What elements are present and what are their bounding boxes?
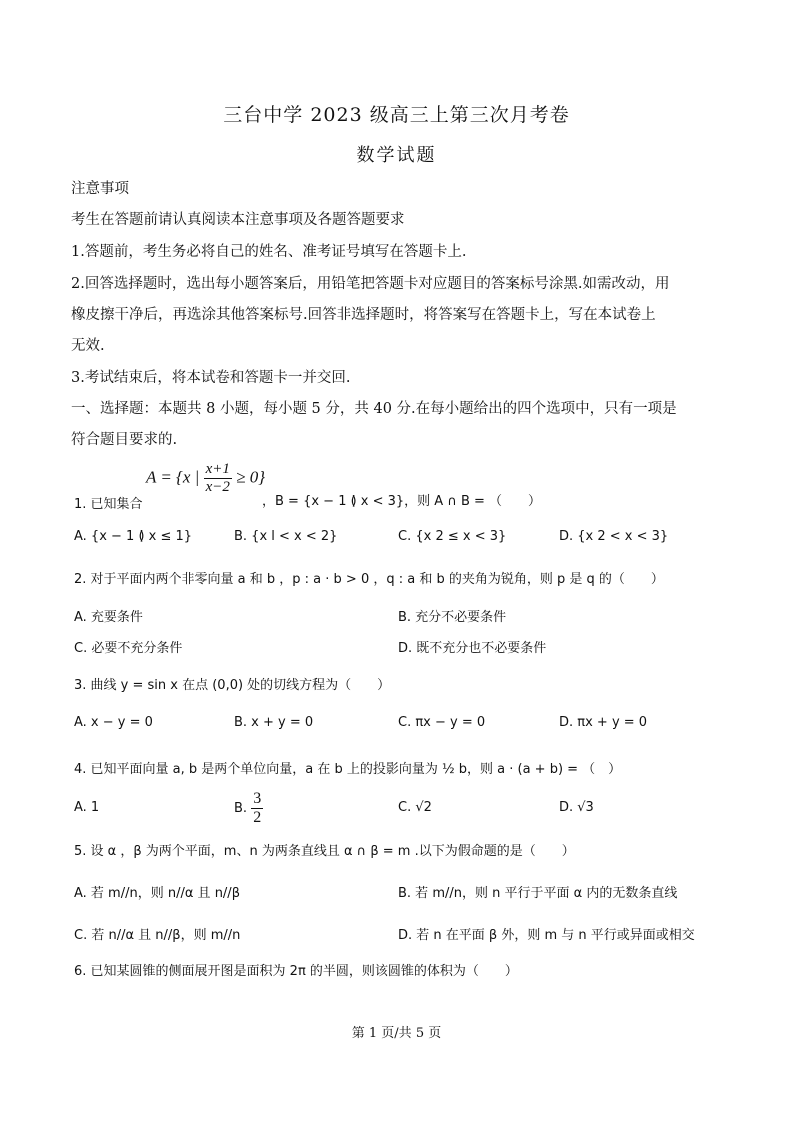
q2-stem: 2. 对于平面内两个非零向量 a 和 b ，p : a · b > 0 ，q : a 和 b 的夹角为锐角，则 p 是 q 的（ ） (74, 572, 664, 587)
q4-option-b-label: B. (234, 801, 248, 816)
q2-option-b: B. 充分不必要条件 (398, 610, 507, 625)
q3-option-d: D. πx + y = 0 (559, 715, 648, 730)
q2-option-c: C. 必要不充分条件 (74, 641, 183, 656)
q1-set-a-fraction (204, 461, 232, 496)
notice-item-2-line-2: 橡皮擦干净后，再选涂其他答案标号.回答非选择题时，将答案写在答题卡上，写在本试卷上 (71, 307, 656, 323)
notice-item-2-line-1: 2.回答选择题时，选出每小题答案后，用铅笔把答题卡对应题目的答案标号涂黑.如需改动，用 (71, 276, 670, 292)
section-1-heading-line-1: 一、选择题：本题共 8 小题，每小题 5 分，共 40 分.在每小题给出的四个选项中，只有一项是 (71, 401, 677, 417)
q4-option-b-denominator: 2 (253, 809, 262, 826)
notice-heading: 注意事项 (71, 181, 129, 197)
q5-stem: 5. 设 α ，β 为两个平面，m、n 为两条直线且 α ∩ β = m .以下为假命题的是（ ） (74, 844, 575, 859)
q4-option-b-numerator: 3 (253, 790, 262, 807)
page-subtitle: 数学试题 (356, 145, 437, 166)
q1-set-a-right: ≥ 0} (236, 467, 265, 487)
q1-set-a (146, 461, 265, 496)
q2-option-d: D. 既不充分也不必要条件 (398, 641, 547, 656)
notice-item-2-line-3: 无效. (71, 338, 105, 354)
q5-option-b: B. 若 m//n，则 n 平行于平面 α 内的无数条直线 (398, 886, 678, 901)
page-footer: 第 1 页/共 5 页 (351, 1026, 442, 1041)
q4-option-b-fraction (251, 790, 263, 827)
q1-option-d: D. {x 2 < x < 3} (559, 529, 669, 544)
q6-stem: 6. 已知某圆锥的侧面展开图是面积为 2π 的半圆，则该圆锥的体积为（ ） (74, 964, 518, 979)
q4-stem: 4. 已知平面向量 a, b 是两个单位向量，a 在 b 上的投影向量为 ½ b，则 a · (a + b) = （ ） (74, 762, 622, 777)
q4-option-a: A. 1 (74, 800, 100, 815)
q1-option-c: C. {x 2 ≤ x < 3} (398, 529, 507, 544)
q3-stem: 3. 曲线 y = sin x 在点 (0,0) 处的切线方程为（ ） (74, 678, 391, 693)
q1-prefix: 1. 已知集合 (74, 497, 143, 512)
q3-option-a: A. x − y = 0 (74, 715, 153, 730)
q1-set-a-left: A = {x | (146, 467, 200, 487)
q1-set-b: ，B = {x − 1 ≬ x < 3}，则 A ∩ B = （ ） (262, 494, 542, 509)
q4-option-c: C. √2 (398, 800, 432, 815)
q4-option-d: D. √3 (559, 800, 594, 815)
q1-option-a: A. {x − 1 ≬ x ≤ 1} (74, 529, 193, 544)
q3-option-b: B. x + y = 0 (234, 715, 314, 730)
notice-item-1: 1.答题前，考生务必将自己的姓名、准考证号填写在答题卡上. (71, 244, 467, 260)
notice-item-3: 3.考试结束后，将本试卷和答题卡一并交回. (71, 370, 351, 386)
q5-option-d: D. 若 n 在平面 β 外，则 m 与 n 平行或异面或相交 (398, 928, 695, 943)
section-1-heading-line-2: 符合题目要求的. (71, 432, 178, 448)
q4-option-b (234, 790, 263, 827)
q1-set-a-denominator: x−2 (205, 479, 230, 495)
q1-set-a-numerator: x+1 (205, 461, 230, 477)
q2-option-a: A. 充要条件 (74, 610, 143, 625)
q3-option-c: C. πx − y = 0 (398, 715, 486, 730)
page-title: 三台中学 2023 级高三上第三次月考卷 (223, 104, 570, 126)
q5-option-c: C. 若 n//α 且 n//β，则 m//n (74, 928, 241, 943)
notice-intro: 考生在答题前请认真阅读本注意事项及各题答题要求 (71, 212, 405, 228)
q5-option-a: A. 若 m//n，则 n//α 且 n//β (74, 886, 240, 901)
q1-option-b: B. {x l < x < 2} (234, 529, 338, 544)
